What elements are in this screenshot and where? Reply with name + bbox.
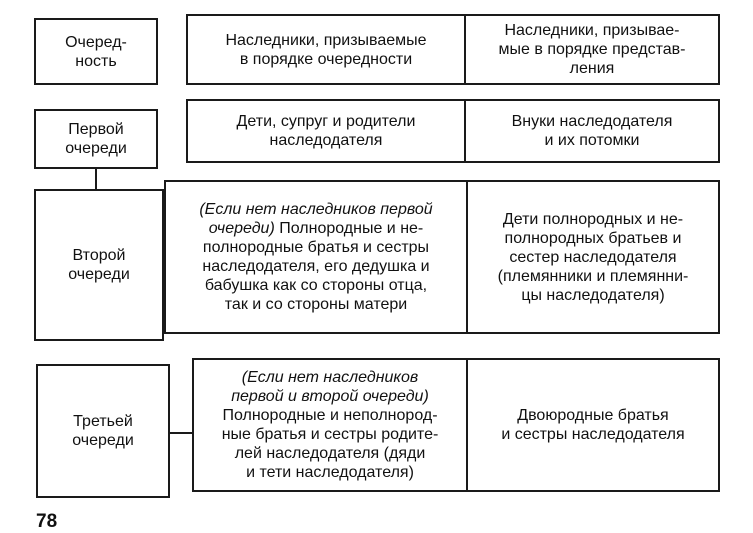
second-order-heirs-body: Полнородные и не- полнородные братья и сестры наследодателя, его дедушка и бабушка как со стороны отца, так и со стороны матери [202,220,430,313]
second-representation-heirs-text: Дети полнородных и не- полнородных братьев и сестер наследодателя (племянники и племянни- цы наследодателя) [497,210,689,304]
third-order-heirs-text [222,368,439,482]
stage-second-label: Второй очереди [68,247,130,283]
row-first-heirs-box [186,99,720,163]
stage-second-box [34,189,164,341]
stage-header-label: Очеред- ность [65,33,127,70]
stage-first-box [34,109,158,169]
third-order-note: (Если нет наследников первой и второй очереди) [231,369,429,405]
row-third-heirs-box [192,358,720,492]
third-representation-heirs-text: Двоюродные братья и сестры наследодателя [501,407,685,443]
second-order-note: (Если нет наследников первой очереди) [199,201,433,237]
header-heirs-box [186,14,720,85]
page-number: 78 [36,511,58,532]
stage-header-box [34,18,158,85]
order-heirs-header-label: Наследники, призываемые в порядке очередности [225,31,427,68]
connector-line [170,432,192,434]
representation-heirs-header-label: Наследники, призывае- мые в порядке представ- ления [498,22,686,77]
third-order-heirs-body: Полнородные и неполнород- ные братья и сестры родите- лей наследодателя (дяди и тети наследодателя) [221,407,439,481]
first-representation-heirs-text: Внуки наследодателя и их потомки [511,113,673,149]
connector-line [95,169,97,189]
stage-first-label: Первой очереди [65,121,127,157]
stage-third-label: Третьей очереди [72,413,134,449]
row-second-heirs-box [164,180,720,334]
first-order-heirs-text: Дети, супруг и родители наследодателя [236,113,416,149]
stage-third-box [36,364,170,498]
second-order-heirs-text [199,200,432,314]
